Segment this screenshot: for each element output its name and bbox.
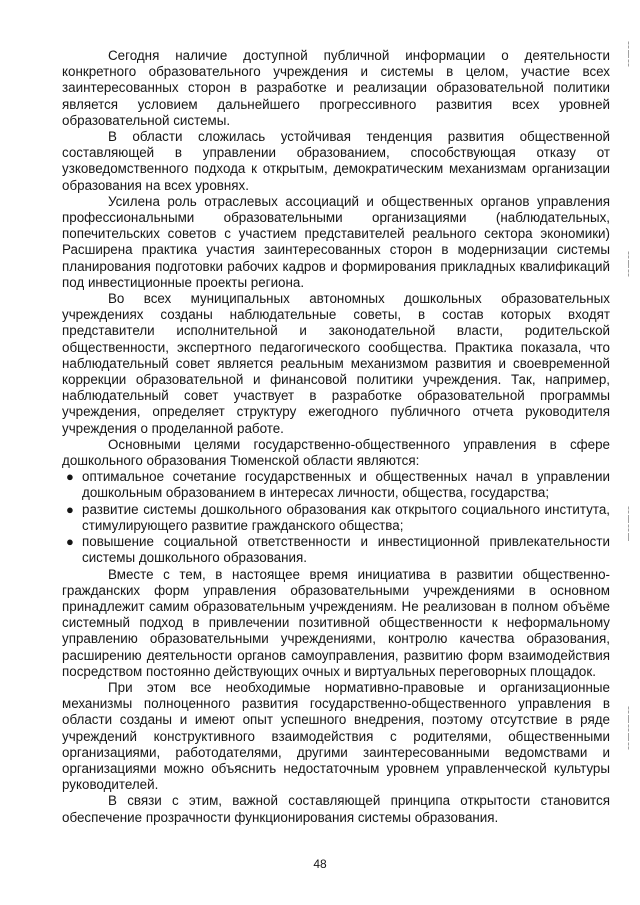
paragraph-5: Основными целями государственно-общественного управления в сфере дошкольного образования Тюменской области являются: <box>62 436 610 469</box>
page-number: 48 <box>313 857 327 871</box>
list-item <box>62 502 610 534</box>
bullet-icon: ● <box>66 534 74 550</box>
paragraph-4: Во всех муниципальных автономных дошкольных образовательных учреждениях созданы наблюдательные советы, в состав которых входят представители исполнительной и законодательной власти, родительской общественности, экспертного педагогического сообщества. Практика показала, что наблюдательный совет является реальным механизмом развития и своевременной коррекции образовательной и финансовой политики учреждения. Так, например, наблюдательный совет участвует в разработке образовательной программы учреждения, определяет структуру ежегодного публичного отчета руководителя учреждения о проделанной работе. <box>62 291 610 436</box>
paragraph-1: Сегодня наличие доступной публичной информации о деятельности конкретного образовательного учреждения и системы в целом, участие всех заинтересованных сторон в разработке и реализации образовательной политики является условием дальнейшего прогрессивного развития всех уровней образовательной системы. <box>62 48 610 128</box>
scan-artifact: ¦ | ¦ <box>626 40 631 67</box>
paragraph-2: В области сложилась устойчивая тенденция развития общественной составляющей в управлении образованием, способствующая отказу от узковедомственного подхода к открытым, демократическим механизмам организации образования на всех уровнях. <box>62 129 610 193</box>
paragraph-7: При этом все необходимые нормативно-правовые и организационные механизмы полноценного развития государственно-общественного управления в области созданы и имеют опыт успешного внедрения, поэтому отсутствие в ряде учреждений конструктивного взаимодействия с родителями, общественными организациями, работодателями, другими заинтересованными ведомствами и организациями можно объяснить недостаточным уровнем управленческой культуры руководителей. <box>62 679 610 793</box>
list-item <box>62 469 610 501</box>
bullet-icon: ● <box>66 469 74 485</box>
goals-list <box>62 469 610 566</box>
list-item-text: оптимальное сочетание государственных и общественных начал в управлении дошкольным образованием в интересах личности, общества, государства; <box>82 469 610 501</box>
bullet-icon: ● <box>66 501 74 517</box>
scan-artifact: ¦ | ¦ | ¦ <box>626 705 631 750</box>
paragraph-3: Усилена роль отраслевых ассоциаций и общественных органов управления профессиональными образовательными организациями (наблюдательных, попечительских советов с участием представителей реального сектора экономики) Расширена практика участия заинтересованных сторон в модернизации системы планирования подготовки рабочих кадров и формирования прикладных квалификаций под инвестиционные проекты региона. <box>62 193 610 290</box>
paragraph-6: Вместе с тем, в настоящее время инициатива в развитии общественно-гражданских форм управления образовательными учреждениями в основном принадлежит самим образовательным учреждениям. Не реализован в полном объёме системный подход в привлечении позитивной общественности к неформальному управлению образовательными учреждениями, контролю качества образования, расширению деятельности органов самоуправления, развитию форм взаимодействия посредством постоянно действующих очных и виртуальных переговорных площадок. <box>62 566 610 679</box>
paragraph-8: В связи с этим, важной составляющей принципа открытости становится обеспечение прозрачности функционирования системы образования. <box>62 793 610 825</box>
scan-artifact: ¦ | ¦ <box>626 250 631 277</box>
list-item <box>62 534 610 566</box>
scan-artifact: ¦ | ¦ | <box>626 505 631 541</box>
list-item-text: развитие системы дошкольного образования как открытого социального института, стимулирующего развитие гражданского общества; <box>82 501 610 533</box>
document-page <box>62 48 610 826</box>
list-item-text: повышение социальной ответственности и инвестиционной привлекательности системы дошкольного образования. <box>82 534 610 566</box>
